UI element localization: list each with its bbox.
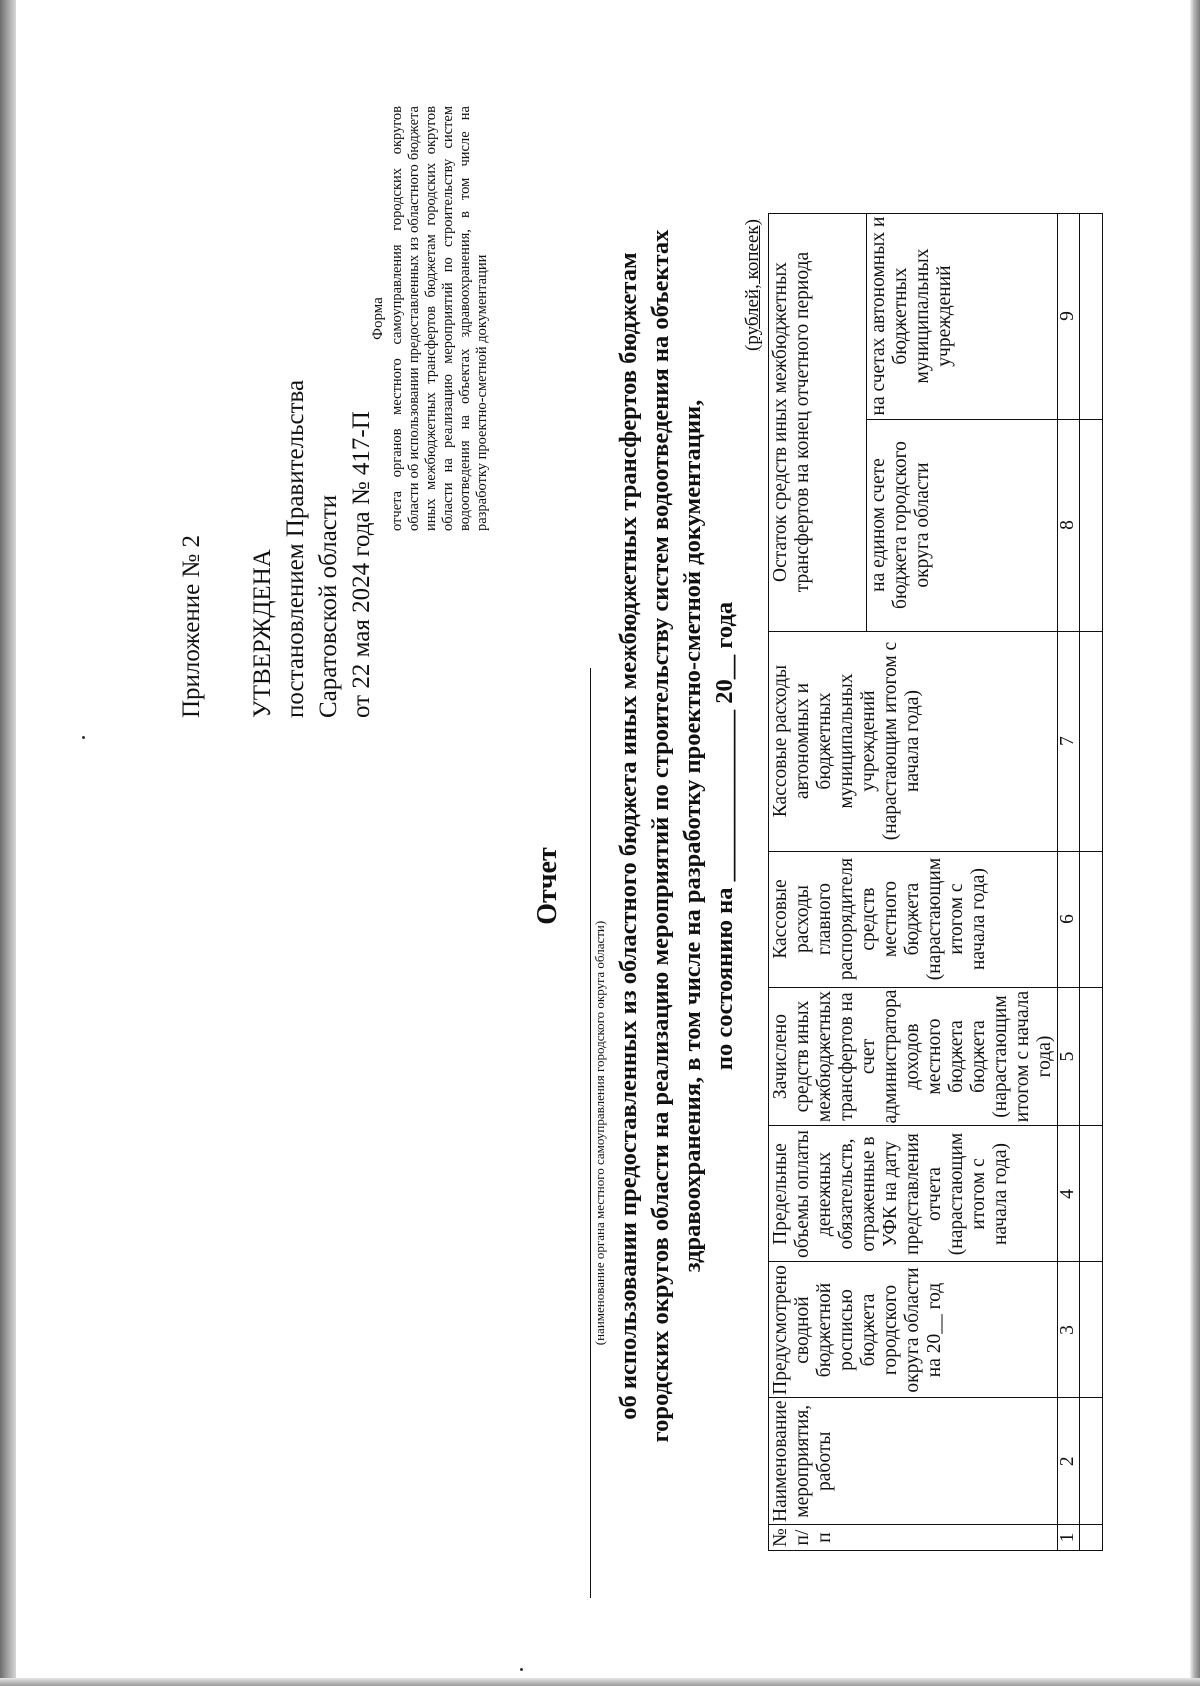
header-cell-single-account: на едином счете бюджета городского округа области	[867, 419, 1058, 631]
column-number: 8	[1058, 419, 1080, 631]
approved-region-line: Саратовской области	[315, 494, 342, 718]
form-description: отчета органов местного самоуправления городских округов области об использовании предоставленных из областного бюджета иных межбюджетных трансфертов бюджетам городских округов области на реализацию мероприятий по строительству систем водоотведения на объектах здравоохранения, в том числе на разработку проектно-сметной документации	[389, 106, 490, 531]
column-number: 6	[1058, 851, 1080, 987]
org-name-line	[590, 668, 591, 1598]
header-cell-name: Наименование мероприятия, работы	[769, 1398, 1058, 1525]
report-title: Отчет	[532, 847, 563, 925]
empty-cell	[1080, 851, 1103, 987]
heading-line: по состоянию на ______________ 20__ года	[711, 601, 738, 1071]
empty-cell	[1080, 987, 1103, 1126]
header-cell-balance: Остаток средств иных межбюджетных трансфертов на конец отчетного периода	[769, 213, 867, 631]
empty-cell	[1080, 213, 1103, 419]
header-cell-planned: Предусмотрено сводной бюджетной росписью бюджета городского округа области на 20__ год	[769, 1262, 1058, 1398]
header-cell-number: № п/п	[769, 1525, 1058, 1551]
column-number: 2	[1058, 1398, 1080, 1525]
empty-data-row	[1080, 213, 1103, 1550]
units-label: (рублей, копеек)	[742, 219, 763, 351]
scan-right-edge	[1190, 0, 1200, 1686]
approved-stamp: УТВЕРЖДЕНА	[249, 549, 276, 718]
form-block	[370, 106, 491, 531]
header-cell-limits: Предельные объемы оплаты денежных обязательств, отраженные в УФК на дату представления отчета (нарастающим итогом с начала года)	[769, 1126, 1058, 1262]
empty-cell	[1080, 1525, 1103, 1551]
column-number: 7	[1058, 631, 1080, 851]
header-cell-institution-accounts: на счетах автономных и бюджетных муниципальных учреждений	[867, 213, 1058, 419]
empty-cell	[1080, 1398, 1103, 1525]
column-number: 9	[1058, 213, 1080, 419]
org-name-caption: (наименование органа местного самоуправления городского округа области)	[592, 920, 607, 1346]
heading-line: здравоохранения, в том числе на разработку проектно-сметной документации,	[679, 399, 706, 1273]
heading-line: об использовании предоставленных из областного бюджета иных межбюджетных трансфертов бюджетам	[615, 252, 642, 1420]
header-cell-expenses-main: Кассовые расходы главного распорядителя средств местного бюджета (нарастающим итогом с начала года)	[769, 851, 1058, 987]
form-label: Форма	[370, 297, 386, 340]
appendix-number: Приложение № 2	[178, 534, 205, 718]
column-number: 4	[1058, 1126, 1080, 1262]
rotated-page	[0, 86, 1150, 1686]
column-number-row	[1058, 213, 1080, 1550]
column-number: 3	[1058, 1262, 1080, 1398]
approval-block	[175, 158, 378, 718]
report-heading	[613, 66, 741, 1606]
approved-date-line: от 22 мая 2024 года № 417-П	[348, 411, 375, 718]
empty-cell	[1080, 1126, 1103, 1262]
heading-line: городских округов области на реализацию мероприятий по строительству систем водоотведения на объектах	[647, 229, 674, 1443]
approved-by-line: постановлением Правительства	[282, 379, 309, 718]
header-cell-expenses-institutions: Кассовые расходы автономных и бюджетных муниципальных учреждений (нарастающим итогом с начала года)	[769, 631, 1058, 851]
column-number: 5	[1058, 987, 1080, 1126]
header-cell-credited: Зачислено средств иных межбюджетных трансфертов на счет администратора доходов местного бюджета бюджета (нарастающим итогом с начала года)	[769, 987, 1058, 1126]
report-table	[768, 213, 1103, 1551]
empty-cell	[1080, 1262, 1103, 1398]
column-number: 1	[1058, 1525, 1080, 1551]
table-header-row	[769, 213, 867, 1550]
empty-cell	[1080, 631, 1103, 851]
empty-cell	[1080, 419, 1103, 631]
